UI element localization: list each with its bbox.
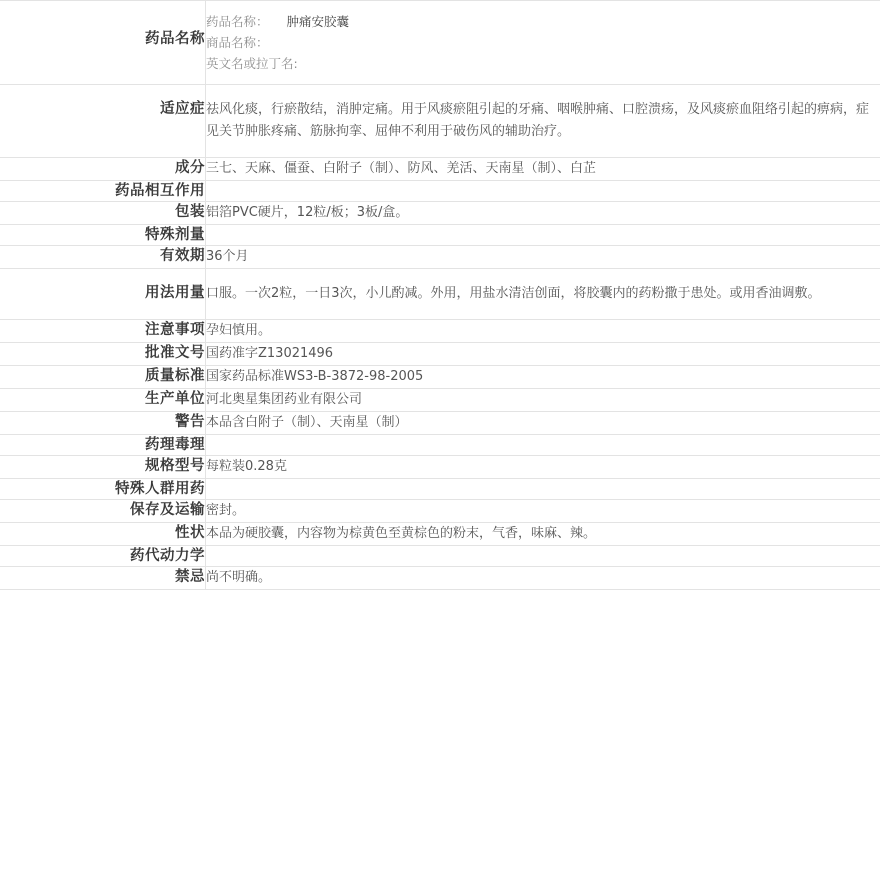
row-label-contraindications: 禁忌 <box>175 569 205 585</box>
row-value-indications: 祛风化痰，行瘀散结，消肿定痛。用于风痰瘀阻引起的牙痛、咽喉肿痛、口腔溃疡，及风痰瘀血阻络引起的痹病，症见关节肿胀疼痛、筋脉拘挛、屈伸不利用于破伤风的辅助治疗。 <box>206 85 880 158</box>
drug-spec-table-body <box>0 1 880 590</box>
row-label-special-populations: 特殊人群用药 <box>115 481 205 497</box>
row-label-pharmacology-toxicology: 药理毒理 <box>145 437 205 453</box>
row-label-pharmacokinetics: 药代动力学 <box>130 548 205 564</box>
table-row <box>0 366 880 389</box>
row-label-shelf-life: 有效期 <box>160 248 205 264</box>
row-label-ingredients: 成分 <box>175 160 205 176</box>
row-label-packaging: 包装 <box>175 204 205 220</box>
drug-name-val: 肿痛安胶囊 <box>286 14 350 29</box>
row-label-drug-interactions: 药品相互作用 <box>115 183 205 199</box>
row-value-shelf-life: 36个月 <box>206 246 880 269</box>
table-row-drug-name <box>0 1 880 85</box>
row-label-special-dosage: 特殊剂量 <box>145 227 205 243</box>
trade-name-line <box>206 32 880 53</box>
table-row <box>0 435 880 456</box>
table-row <box>0 343 880 366</box>
row-value-special-populations <box>206 479 880 500</box>
table-row <box>0 546 880 567</box>
table-row <box>0 479 880 500</box>
row-value-special-dosage <box>206 225 880 246</box>
latin-name-line <box>206 53 880 74</box>
row-value-quality-standard: 国家药品标准WS3-B-3872-98-2005 <box>206 366 880 389</box>
row-value-specification: 每粒装0.28克 <box>206 456 880 479</box>
row-value-drug-name <box>206 1 880 85</box>
row-value-storage-transport: 密封。 <box>206 500 880 523</box>
table-row <box>0 500 880 523</box>
drug-name-key: 药品名称： <box>206 14 269 29</box>
table-row <box>0 181 880 202</box>
table-row <box>0 85 880 158</box>
table-row <box>0 246 880 269</box>
row-value-contraindications: 尚不明确。 <box>206 567 880 590</box>
table-row <box>0 320 880 343</box>
row-value-dosage-administration: 口服。一次2粒，一日3次，小儿酌减。外用，用盐水清洁创面，将胶囊内的药粉撒于患处。或用香油调敷。 <box>206 269 880 320</box>
row-value-warning: 本品含白附子（制）、天南星（制） <box>206 412 880 435</box>
row-value-ingredients: 三七、天麻、僵蚕、白附子（制）、防风、羌活、天南星（制）、白芷 <box>206 158 880 181</box>
table-row <box>0 202 880 225</box>
row-value-approval-number: 国药准字Z13021496 <box>206 343 880 366</box>
row-value-packaging: 铝箔PVC硬片，12粒/板；3板/盒。 <box>206 202 880 225</box>
table-row <box>0 456 880 479</box>
row-value-precautions: 孕妇慎用。 <box>206 320 880 343</box>
latin-name-key: 英文名或拉丁名: <box>206 56 298 71</box>
table-row <box>0 158 880 181</box>
table-row <box>0 225 880 246</box>
table-row <box>0 523 880 546</box>
table-row <box>0 269 880 320</box>
drug-name-line <box>206 11 880 32</box>
row-label-manufacturer: 生产单位 <box>145 391 205 407</box>
row-value-pharmacokinetics <box>206 546 880 567</box>
row-label-drug-name: 药品名称 <box>145 31 205 47</box>
row-label-approval-number: 批准文号 <box>145 345 205 361</box>
row-value-manufacturer: 河北奥星集团药业有限公司 <box>206 389 880 412</box>
row-label-indications: 适应症 <box>160 101 205 117</box>
row-label-quality-standard: 质量标准 <box>145 368 205 384</box>
row-label-dosage-administration: 用法用量 <box>145 285 205 301</box>
row-value-appearance: 本品为硬胶囊，内容物为棕黄色至黄棕色的粉末，气香，味麻、辣。 <box>206 523 880 546</box>
table-row <box>0 567 880 590</box>
table-row <box>0 412 880 435</box>
trade-name-key: 商品名称： <box>206 35 269 50</box>
row-label-storage-transport: 保存及运输 <box>130 502 205 518</box>
row-label-precautions: 注意事项 <box>145 322 205 338</box>
row-label-warning: 警告 <box>175 414 205 430</box>
row-value-pharmacology-toxicology <box>206 435 880 456</box>
row-label-specification: 规格型号 <box>145 458 205 474</box>
table-row <box>0 389 880 412</box>
row-label-appearance: 性状 <box>175 525 205 541</box>
row-value-drug-interactions <box>206 181 880 202</box>
